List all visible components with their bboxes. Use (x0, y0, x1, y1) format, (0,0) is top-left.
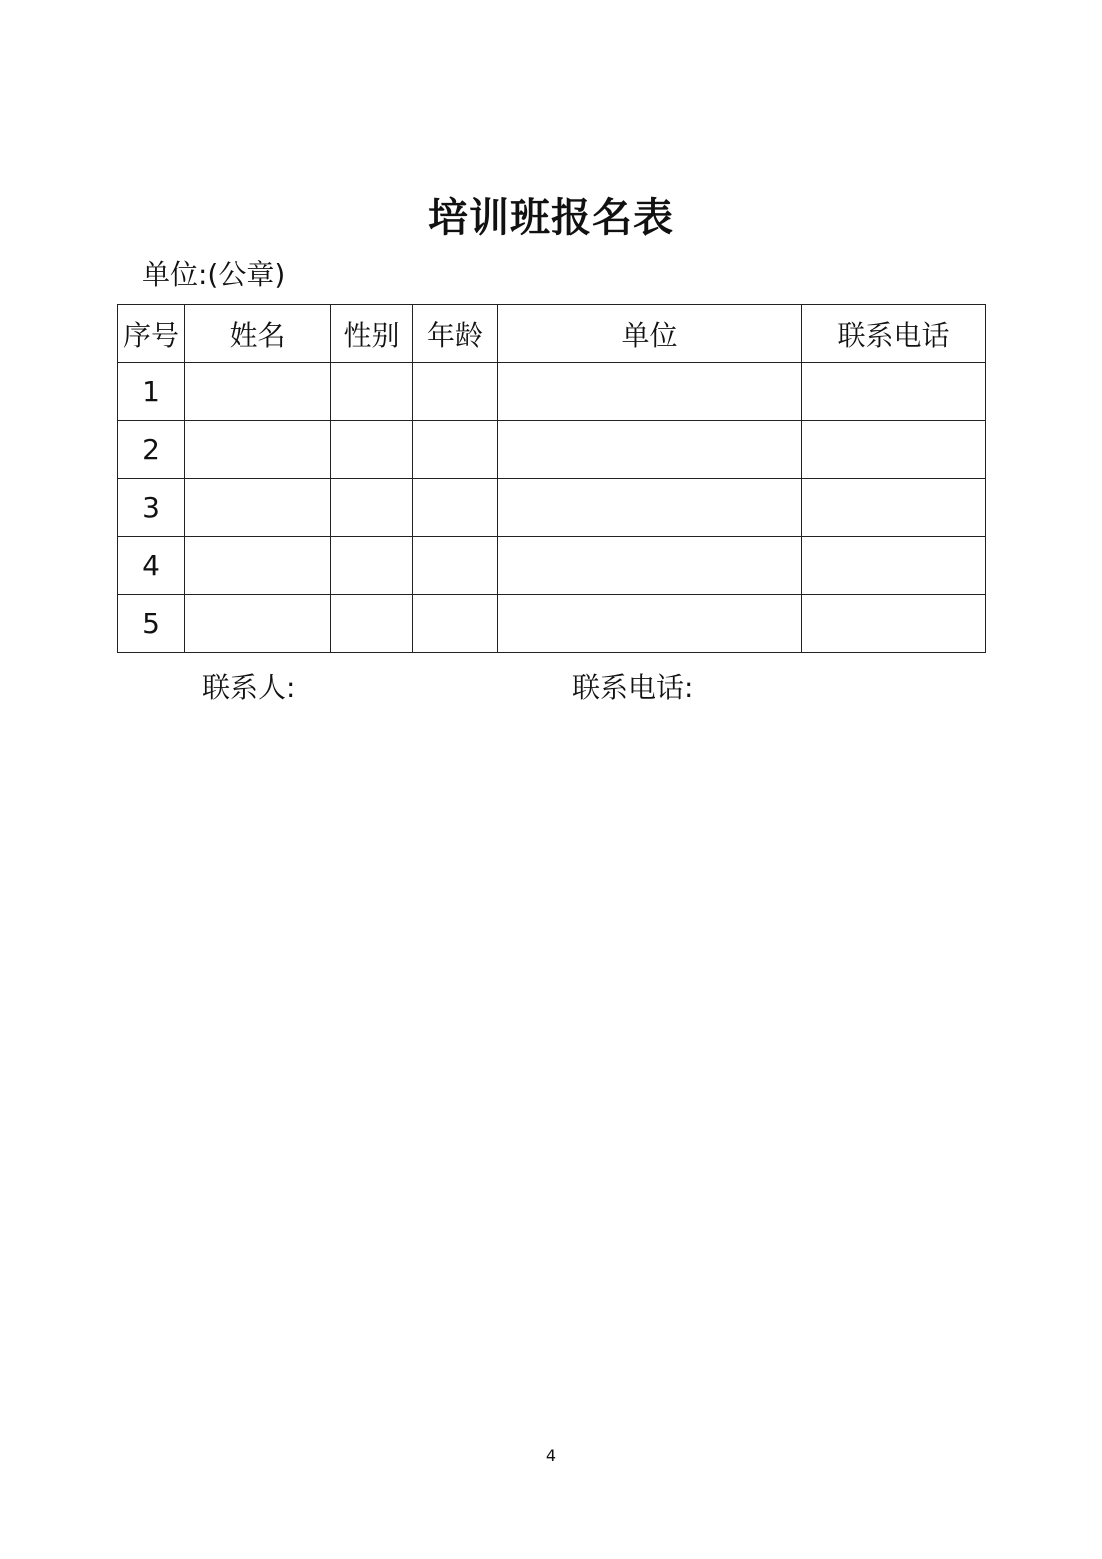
cell-seq: 5 (118, 595, 185, 653)
page-number: 4 (545, 1446, 557, 1465)
cell-phone[interactable] (802, 479, 986, 537)
cell-phone[interactable] (802, 595, 986, 653)
cell-name[interactable] (185, 363, 331, 421)
cell-seq: 2 (118, 421, 185, 479)
cell-unit[interactable] (498, 537, 802, 595)
table-header-row (118, 305, 986, 363)
table-row (118, 479, 986, 537)
header-name: 姓名 (185, 305, 331, 363)
cell-age[interactable] (413, 595, 498, 653)
cell-age[interactable] (413, 479, 498, 537)
table-row (118, 363, 986, 421)
contact-phone-label: 联系电话: (572, 671, 694, 704)
cell-unit[interactable] (498, 421, 802, 479)
cell-seq: 3 (118, 479, 185, 537)
cell-age[interactable] (413, 537, 498, 595)
header-age: 年龄 (413, 305, 498, 363)
header-unit: 单位 (498, 305, 802, 363)
cell-age[interactable] (413, 421, 498, 479)
cell-name[interactable] (185, 537, 331, 595)
cell-phone[interactable] (802, 537, 986, 595)
cell-name[interactable] (185, 421, 331, 479)
header-gender: 性别 (331, 305, 413, 363)
cell-name[interactable] (185, 479, 331, 537)
cell-phone[interactable] (802, 421, 986, 479)
unit-seal-label: 单位:(公章) (142, 258, 286, 291)
page-title: 培训班报名表 (428, 194, 674, 241)
cell-age[interactable] (413, 363, 498, 421)
registration-table (117, 304, 986, 653)
cell-unit[interactable] (498, 479, 802, 537)
cell-unit[interactable] (498, 595, 802, 653)
cell-unit[interactable] (498, 363, 802, 421)
table-row (118, 595, 986, 653)
cell-seq: 1 (118, 363, 185, 421)
cell-gender[interactable] (331, 479, 413, 537)
cell-phone[interactable] (802, 363, 986, 421)
cell-name[interactable] (185, 595, 331, 653)
contact-person-label: 联系人: (202, 671, 296, 704)
cell-gender[interactable] (331, 363, 413, 421)
cell-gender[interactable] (331, 537, 413, 595)
cell-gender[interactable] (331, 595, 413, 653)
header-seq: 序号 (118, 305, 185, 363)
cell-seq: 4 (118, 537, 185, 595)
table-row (118, 537, 986, 595)
cell-gender[interactable] (331, 421, 413, 479)
table-row (118, 421, 986, 479)
header-phone: 联系电话 (802, 305, 986, 363)
